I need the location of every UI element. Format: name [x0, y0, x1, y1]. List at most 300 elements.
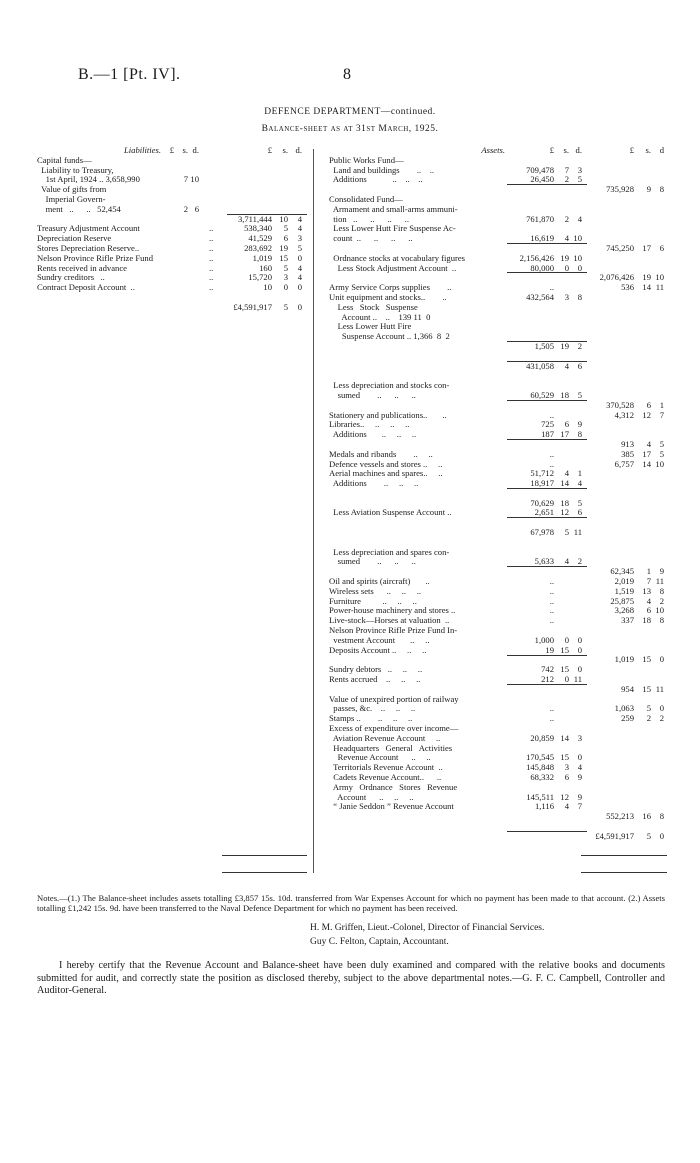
- assets-amount-a: 26,450: [530, 174, 554, 185]
- assets-amount-a: ..: [549, 605, 554, 616]
- liabilities-total-rule-top: [222, 855, 307, 856]
- assets-row-label: Less Aviation Suspense Account ..: [329, 507, 452, 518]
- assets-row: [329, 528, 665, 538]
- assets-row-label: Revenue Account .. ..: [329, 752, 431, 763]
- assets-amount-ad: 1: [577, 468, 582, 479]
- assets-amount-bd: 7: [659, 409, 664, 420]
- assets-amount-ad: 10: [573, 233, 582, 244]
- assets-amount-b: 4,312: [614, 409, 634, 420]
- assets-amount-bd: 8: [659, 585, 664, 596]
- liabilities-row-label: Value of gifts from: [37, 184, 107, 195]
- liabilities-row-label: 1st April, 1924 .. 3,658,990: [37, 174, 140, 185]
- assets-amount-as: 0: [564, 262, 569, 273]
- assets-amount-ad: 11: [573, 674, 582, 685]
- assets-amount-as: 4: [564, 360, 569, 371]
- liabilities-row-label: Contract Deposit Account ..: [37, 282, 135, 293]
- assets-amount-ad: 4: [577, 478, 582, 489]
- assets-row: [329, 812, 665, 822]
- liabilities-amount-b: 283,692: [244, 242, 272, 253]
- assets-amount-bs: 18: [642, 615, 651, 626]
- liabilities-row-dots: ..: [209, 233, 214, 244]
- liabilities-row-dots: ..: [209, 272, 214, 283]
- assets-amount-a: ..: [549, 409, 554, 420]
- assets-amount-as: 3: [564, 291, 569, 302]
- liabilities-amount-bs: 10: [279, 213, 288, 224]
- assets-row: [329, 352, 665, 362]
- assets-column-head: d: [659, 145, 664, 155]
- liabilities-amount-as: 7: [183, 174, 188, 185]
- liabilities-heading: Liabilities.: [123, 145, 161, 155]
- assets-amount-bd: 2: [659, 713, 664, 724]
- liabilities-amount-b: 3,711,444: [237, 213, 272, 224]
- assets-row-label: Unit equipment and stocks.. ..: [329, 291, 447, 302]
- assets-row-label: Aviation Revenue Account ..: [329, 732, 441, 743]
- assets-amount-as: 4: [564, 468, 569, 479]
- assets-subtotal-rule: [507, 566, 587, 567]
- assets-amount-a: 80,000: [530, 262, 554, 273]
- assets-amount-bd: 1: [659, 399, 664, 410]
- signature-accountant: Guy C. Felton, Captain, Accountant.: [310, 937, 449, 947]
- document-reference: B.—1 [Pt. IV].: [78, 66, 181, 83]
- assets-subtotal-rule: [507, 517, 587, 518]
- assets-row-label: Additions .. .. ..: [329, 174, 423, 185]
- assets-row-label: Additions .. .. ..: [329, 478, 419, 489]
- assets-subtotal-rule: [507, 400, 587, 401]
- assets-row-label: Less Lower Hutt Fire: [329, 321, 412, 332]
- assets-amount-a: 709,478: [526, 164, 554, 175]
- liabilities-amount-bs: 3: [283, 272, 288, 283]
- assets-row-label: Oil and spirits (aircraft) ..: [329, 576, 430, 587]
- assets-amount-as: 15: [560, 664, 569, 675]
- assets-row-label: Account .. .. ..: [329, 791, 414, 802]
- assets-amount-a: 212: [541, 674, 554, 685]
- assets-amount-bs: 6: [646, 605, 651, 616]
- liabilities-total-rule-bottom: [222, 872, 307, 873]
- assets-amount-a: 19: [545, 644, 554, 655]
- assets-amount-bd: 2: [659, 595, 664, 606]
- assets-amount-bs: 15: [642, 683, 651, 694]
- assets-amount-bd: 5: [659, 438, 664, 449]
- liabilities-table: [37, 146, 309, 313]
- assets-amount-bs: 19: [642, 272, 651, 283]
- assets-amount-bd: 10: [655, 272, 664, 283]
- assets-amount-bd: 5: [659, 448, 664, 459]
- assets-row-label: Defence vessels and stores .. ..: [329, 458, 443, 469]
- assets-row: [329, 342, 665, 352]
- assets-row-label: Less Stock Suspense: [329, 301, 418, 312]
- assets-row-label: Headquarters General Activities: [329, 742, 453, 753]
- assets-amount-bs: 4: [646, 595, 651, 606]
- assets-amount-bs: 7: [646, 576, 651, 587]
- assets-amount-ad: 8: [577, 291, 582, 302]
- assets-amount-bs: 12: [642, 409, 651, 420]
- assets-row-label: Deposits Account .. .. ..: [329, 644, 427, 655]
- assets-subtotal-rule: [507, 272, 587, 273]
- assets-amount-b: 954: [621, 683, 634, 694]
- assets-amount-ad: 0: [577, 752, 582, 763]
- liabilities-total-bd: 0: [297, 301, 302, 312]
- assets-subtotal-rule: [507, 655, 587, 656]
- assets-row-label: Stamps .. .. .. ..: [329, 713, 413, 724]
- assets-amount-a: 60,529: [530, 389, 554, 400]
- assets-subtotal-rule: [507, 243, 587, 244]
- assets-amount-as: 2: [564, 174, 569, 185]
- assets-amount-ad: 5: [577, 497, 582, 508]
- liabilities-amount-bd: 5: [297, 242, 302, 253]
- assets-row-label: Armament and small-arms ammuni-: [329, 203, 458, 214]
- assets-amount-b: 259: [621, 713, 634, 724]
- liabilities-row-label: Nelson Province Rifle Prize Fund: [37, 252, 153, 263]
- liabilities-amount-ad: 6: [194, 203, 199, 214]
- assets-amount-ad: 0: [577, 262, 582, 273]
- assets-subtotal-rule: [507, 439, 587, 440]
- assets-amount-ad: 6: [577, 360, 582, 371]
- assets-amount-bd: 11: [655, 576, 664, 587]
- assets-amount-bd: 8: [659, 615, 664, 626]
- assets-amount-b: 25,875: [610, 595, 634, 606]
- assets-amount-bs: 6: [646, 399, 651, 410]
- assets-row: [329, 508, 665, 518]
- assets-amount-ad: 3: [577, 732, 582, 743]
- assets-column-head: s.: [563, 145, 569, 155]
- assets-amount-a: ..: [549, 448, 554, 459]
- liabilities-row-dots: ..: [209, 282, 214, 293]
- column-divider: [313, 149, 314, 873]
- assets-amount-bd: 11: [655, 282, 664, 293]
- liabilities-column-head: s.: [282, 145, 288, 155]
- assets-row-label: Less depreciation and stocks con-: [329, 380, 450, 391]
- assets-amount-bs: 2: [646, 713, 651, 724]
- assets-heading: Assets.: [481, 145, 505, 155]
- assets-subtotal-rule: [507, 831, 587, 832]
- assets-amount-as: 12: [560, 507, 569, 518]
- assets-amount-a: 16,619: [530, 233, 554, 244]
- liabilities-amount-bd: 4: [297, 272, 302, 283]
- assets-row: [329, 675, 665, 685]
- assets-amount-a: 761,870: [526, 213, 554, 224]
- assets-amount-ad: 8: [577, 429, 582, 440]
- liabilities-amount-bs: 15: [279, 252, 288, 263]
- assets-amount-a: ..: [549, 615, 554, 626]
- assets-amount-as: 14: [560, 732, 569, 743]
- assets-amount-a: 1,000: [534, 634, 554, 645]
- assets-amount-a: 20,859: [530, 732, 554, 743]
- liabilities-amount-b: 538,340: [244, 223, 272, 234]
- assets-amount-bs: 5: [646, 703, 651, 714]
- assets-amount-a: 431,058: [526, 360, 554, 371]
- assets-amount-b: 1,063: [614, 703, 634, 714]
- assets-amount-bs: 14: [642, 458, 651, 469]
- assets-row-label: sumed .. .. ..: [329, 556, 416, 567]
- assets-amount-b: 62,345: [610, 566, 634, 577]
- assets-row-label: Medals and ribands .. ..: [329, 448, 433, 459]
- liabilities-row-label: Rents received in advance: [37, 262, 127, 273]
- assets-row-label: Consolidated Fund—: [329, 193, 403, 204]
- assets-amount-bd: 9: [659, 566, 664, 577]
- assets-amount-as: 6: [564, 772, 569, 782]
- assets-amount-b: 2,019: [614, 576, 634, 587]
- assets-amount-bd: 0: [659, 654, 664, 665]
- liabilities-amount-b: 10: [263, 282, 272, 293]
- assets-amount-bd: 10: [655, 605, 664, 616]
- assets-amount-ad: 11: [573, 527, 582, 538]
- liabilities-amount-bd: 0: [297, 282, 302, 293]
- liabilities-row-label: Depreciation Reserve: [37, 233, 112, 244]
- assets-amount-bs: 14: [642, 282, 651, 293]
- assets-amount-as: 4: [564, 801, 569, 812]
- assets-amount-as: 4: [564, 556, 569, 567]
- assets-amount-bs: 1: [646, 566, 651, 577]
- assets-row-label: Territorials Revenue Account ..: [329, 762, 443, 773]
- assets-amount-ad: 4: [577, 762, 582, 773]
- assets-amount-ad: 2: [577, 556, 582, 567]
- liabilities-amount-b: 41,529: [248, 233, 272, 244]
- assets-amount-b: 913: [621, 438, 634, 449]
- liabilities-amount-bd: 4: [297, 213, 302, 224]
- assets-amount-a: 725: [541, 419, 554, 430]
- assets-amount-a: 18,917: [530, 478, 554, 489]
- assets-amount-as: 12: [560, 791, 569, 802]
- assets-amount-as: 19: [560, 252, 569, 263]
- assets-amount-b: 536: [621, 282, 634, 293]
- assets-row-label: Land and buildings .. ..: [329, 164, 435, 175]
- liabilities-amount-bs: 5: [283, 262, 288, 273]
- assets-amount-ad: 5: [577, 389, 582, 400]
- assets-row-label: Power-house machinery and stores ..: [329, 605, 456, 616]
- assets-amount-ad: 3: [577, 164, 582, 175]
- assets-amount-ad: 6: [577, 507, 582, 518]
- liabilities-subtotal-rule: [227, 214, 307, 215]
- assets-amount-a: 742: [541, 664, 554, 675]
- assets-row: [329, 430, 665, 440]
- balance-sheet-title: Balance-sheet as at 31st March, 1925.: [261, 124, 439, 134]
- assets-amount-a: ..: [549, 713, 554, 724]
- liabilities-amount-bs: 0: [283, 282, 288, 293]
- assets-amount-ad: 2: [577, 340, 582, 351]
- signature-director: H. M. Griffen, Lieut.-Colonel, Director of Financial Services.: [310, 923, 545, 933]
- assets-row-label: Ordnance stocks at vocabulary figures: [329, 252, 466, 263]
- assets-amount-bd: 0: [659, 703, 664, 714]
- assets-amount-a: ..: [549, 282, 554, 293]
- assets-row-label: Sundry debtors .. .. ..: [329, 664, 423, 675]
- liabilities-column-head: d.: [192, 145, 199, 155]
- assets-amount-a: ..: [549, 576, 554, 587]
- assets-row-label: Army Ordnance Stores Revenue: [329, 781, 458, 792]
- assets-row-label: Less Lower Hutt Fire Suspense Ac-: [329, 223, 456, 234]
- assets-total-b: £4,591,917: [595, 830, 634, 841]
- assets-row: [329, 489, 665, 499]
- liabilities-column-head: £: [267, 145, 272, 155]
- assets-total-rule-bottom: [581, 872, 667, 873]
- assets-row: [329, 479, 665, 489]
- assets-row-label: “ Janie Seddon ” Revenue Account: [329, 801, 454, 812]
- liabilities-total-bs: 5: [283, 301, 288, 312]
- assets-amount-as: 17: [560, 429, 569, 440]
- assets-subtotal-rule: [507, 341, 587, 342]
- liabilities-row-label: Treasury Adjustment Account: [37, 223, 140, 234]
- assets-row-label: Rents accrued .. .. ..: [329, 674, 421, 685]
- assets-amount-bd: 8: [659, 811, 664, 822]
- liabilities-amount-bd: 4: [297, 223, 302, 234]
- assets-total-row: [329, 832, 665, 842]
- assets-amount-as: 0: [564, 634, 569, 645]
- assets-amount-ad: 5: [577, 174, 582, 185]
- assets-amount-bs: 13: [642, 585, 651, 596]
- assets-total-rule-top: [581, 855, 667, 856]
- liabilities-amount-b: 160: [259, 262, 272, 273]
- assets-subtotal-rule: [507, 684, 587, 685]
- assets-row-label: Libraries.. .. .. ..: [329, 419, 410, 430]
- assets-amount-b: 2,076,426: [599, 272, 634, 283]
- assets-amount-as: 18: [560, 497, 569, 508]
- liabilities-amount-as: 2: [183, 203, 188, 214]
- assets-amount-as: 7: [564, 164, 569, 175]
- assets-amount-as: 15: [560, 644, 569, 655]
- assets-amount-b: 1,019: [614, 654, 634, 665]
- liabilities-row-label: Stores Depreciation Reserve..: [37, 242, 140, 253]
- assets-amount-a: 2,156,426: [519, 252, 554, 263]
- department-title: DEFENCE DEPARTMENT—continued.: [264, 107, 436, 117]
- liabilities-column-head: s.: [182, 145, 188, 155]
- assets-amount-b: 385: [621, 448, 634, 459]
- assets-amount-ad: 7: [577, 801, 582, 812]
- assets-amount-bd: 6: [659, 242, 664, 253]
- assets-row-label: count .. .. .. ..: [329, 233, 413, 244]
- assets-row-label: Live-stock—Horses at valuation ..: [329, 615, 450, 626]
- assets-row-label: Excess of expenditure over income—: [329, 723, 459, 734]
- assets-amount-as: 15: [560, 752, 569, 763]
- assets-amount-a: 67,978: [530, 527, 554, 538]
- assets-row-label: vestment Account .. ..: [329, 634, 430, 645]
- assets-row-label: Aerial machines and spares.. ..: [329, 468, 443, 479]
- liabilities-amount-bd: 4: [297, 262, 302, 273]
- assets-amount-bs: 17: [642, 448, 651, 459]
- liabilities-row-dots: ..: [209, 252, 214, 263]
- assets-row-label: Additions .. .. ..: [329, 429, 417, 440]
- assets-amount-ad: 4: [577, 213, 582, 224]
- page-number: 8: [343, 66, 351, 83]
- assets-amount-a: 432,564: [526, 291, 554, 302]
- liabilities-row-dots: ..: [209, 262, 214, 273]
- assets-amount-as: 5: [564, 527, 569, 538]
- assets-amount-bd: 10: [655, 458, 664, 469]
- liabilities-row-label: Liability to Treasury,: [37, 164, 114, 175]
- liabilities-amount-b: 1,019: [252, 252, 272, 263]
- liabilities-row-dots: ..: [209, 242, 214, 253]
- assets-amount-as: 4: [564, 233, 569, 244]
- assets-amount-as: 18: [560, 389, 569, 400]
- liabilities-amount-bd: 0: [297, 252, 302, 263]
- assets-row-label: Furniture .. .. ..: [329, 595, 417, 606]
- liabilities-row-label: Capital funds—: [37, 154, 92, 165]
- assets-subtotal-rule: [507, 488, 587, 489]
- assets-amount-b: 1,519: [614, 585, 634, 596]
- assets-amount-as: 19: [560, 340, 569, 351]
- liabilities-total-row: [37, 303, 309, 313]
- assets-amount-a: 1,505: [534, 340, 554, 351]
- assets-row-label: Stationery and publications.. ..: [329, 409, 447, 420]
- liabilities-amount-bs: 19: [279, 242, 288, 253]
- assets-amount-ad: 10: [573, 252, 582, 263]
- assets-row: [329, 332, 665, 342]
- assets-amount-ad: 0: [577, 644, 582, 655]
- assets-amount-bs: 16: [642, 811, 651, 822]
- assets-column-head: £: [629, 145, 634, 155]
- liabilities-row-label: ment .. .. 52,454: [37, 203, 121, 214]
- assets-amount-bs: 17: [642, 242, 651, 253]
- liabilities-amount-ad: 10: [190, 174, 199, 185]
- assets-total-bd: 0: [659, 830, 664, 841]
- assets-amount-a: 187: [541, 429, 554, 440]
- assets-amount-a: ..: [549, 458, 554, 469]
- assets-amount-bd: 11: [655, 683, 664, 694]
- assets-row-label: tion .. .. .. ..: [329, 213, 409, 224]
- assets-amount-ad: 9: [577, 419, 582, 430]
- liabilities-total-b: £4,591,917: [233, 301, 272, 312]
- liabilities-amount-b: 15,720: [248, 272, 272, 283]
- assets-row-label: Suspense Account .. 1,366 8 2: [329, 331, 450, 342]
- assets-row-label: Army Service Corps supplies ..: [329, 282, 452, 293]
- assets-column-head: £: [549, 145, 554, 155]
- assets-column-head: s.: [645, 145, 651, 155]
- assets-amount-a: 145,848: [526, 762, 554, 773]
- assets-row-label: Account .. .. 139 11 0: [329, 311, 431, 322]
- assets-amount-a: ..: [549, 595, 554, 606]
- assets-amount-as: 3: [564, 762, 569, 773]
- assets-amount-b: 735,928: [606, 184, 634, 195]
- assets-amount-a: 170,545: [526, 752, 554, 763]
- assets-amount-b: 3,268: [614, 605, 634, 616]
- assets-amount-b: 6,757: [614, 458, 634, 469]
- assets-amount-as: 2: [564, 213, 569, 224]
- liabilities-column-head: £: [169, 145, 174, 155]
- assets-amount-a: 145,511: [526, 791, 554, 802]
- assets-row-label: Public Works Fund—: [329, 154, 404, 165]
- assets-amount-b: 745,250: [606, 242, 634, 253]
- assets-row-label: sumed .. .. ..: [329, 389, 416, 400]
- audit-certificate: I hereby certify that the Revenue Account and Balance-sheet have been duly examined and compared with the relative books and documents submitted for audit, and correctly state the position as disclosed thereby, subject to the above departmental notes.—G. F. C. Campbell, Controller and Auditor-General.: [37, 960, 665, 996]
- assets-amount-b: 337: [621, 615, 634, 626]
- liabilities-row-label: Sundry creditors ..: [37, 272, 105, 283]
- assets-amount-a: ..: [549, 703, 554, 714]
- assets-subtotal-rule: [507, 184, 587, 185]
- notes: Notes.—(1.) The Balance-sheet includes assets totalling £3,857 15s. 10d. transferred from War Expenses Account for which no payment has been made to that account. (2.) Assets totalling £1,242 15s. 9d. have been transferred to the Naval Defence Department for which no payment has been received.: [37, 893, 665, 913]
- assets-row-label: Less depreciation and spares con-: [329, 546, 450, 557]
- assets-amount-a: ..: [549, 585, 554, 596]
- assets-amount-b: 552,213: [606, 811, 634, 822]
- assets-amount-a: 68,332: [530, 772, 554, 782]
- assets-amount-as: 14: [560, 478, 569, 489]
- assets-amount-a: 51,712: [530, 468, 554, 479]
- assets-amount-bs: 4: [646, 438, 651, 449]
- assets-amount-a: 5,633: [534, 556, 554, 567]
- liabilities-amount-bd: 3: [297, 233, 302, 244]
- assets-row-label: Wireless sets .. .. ..: [329, 585, 422, 596]
- assets-amount-ad: 9: [577, 791, 582, 802]
- assets-amount-ad: 0: [577, 664, 582, 675]
- assets-total-bs: 5: [646, 830, 651, 841]
- liabilities-row-label: Imperial Govern-: [37, 193, 106, 204]
- assets-row-label: Less Stock Adjustment Account ..: [329, 262, 457, 273]
- liabilities-amount-bs: 5: [283, 223, 288, 234]
- assets-table: [329, 146, 665, 842]
- assets-column-head: d.: [575, 145, 582, 155]
- assets-row-label: passes, &c. .. .. ..: [329, 703, 416, 714]
- assets-amount-ad: 9: [577, 772, 582, 782]
- liabilities-row-dots: ..: [209, 223, 214, 234]
- liabilities-column-head: d.: [295, 145, 302, 155]
- assets-amount-bs: 15: [642, 654, 651, 665]
